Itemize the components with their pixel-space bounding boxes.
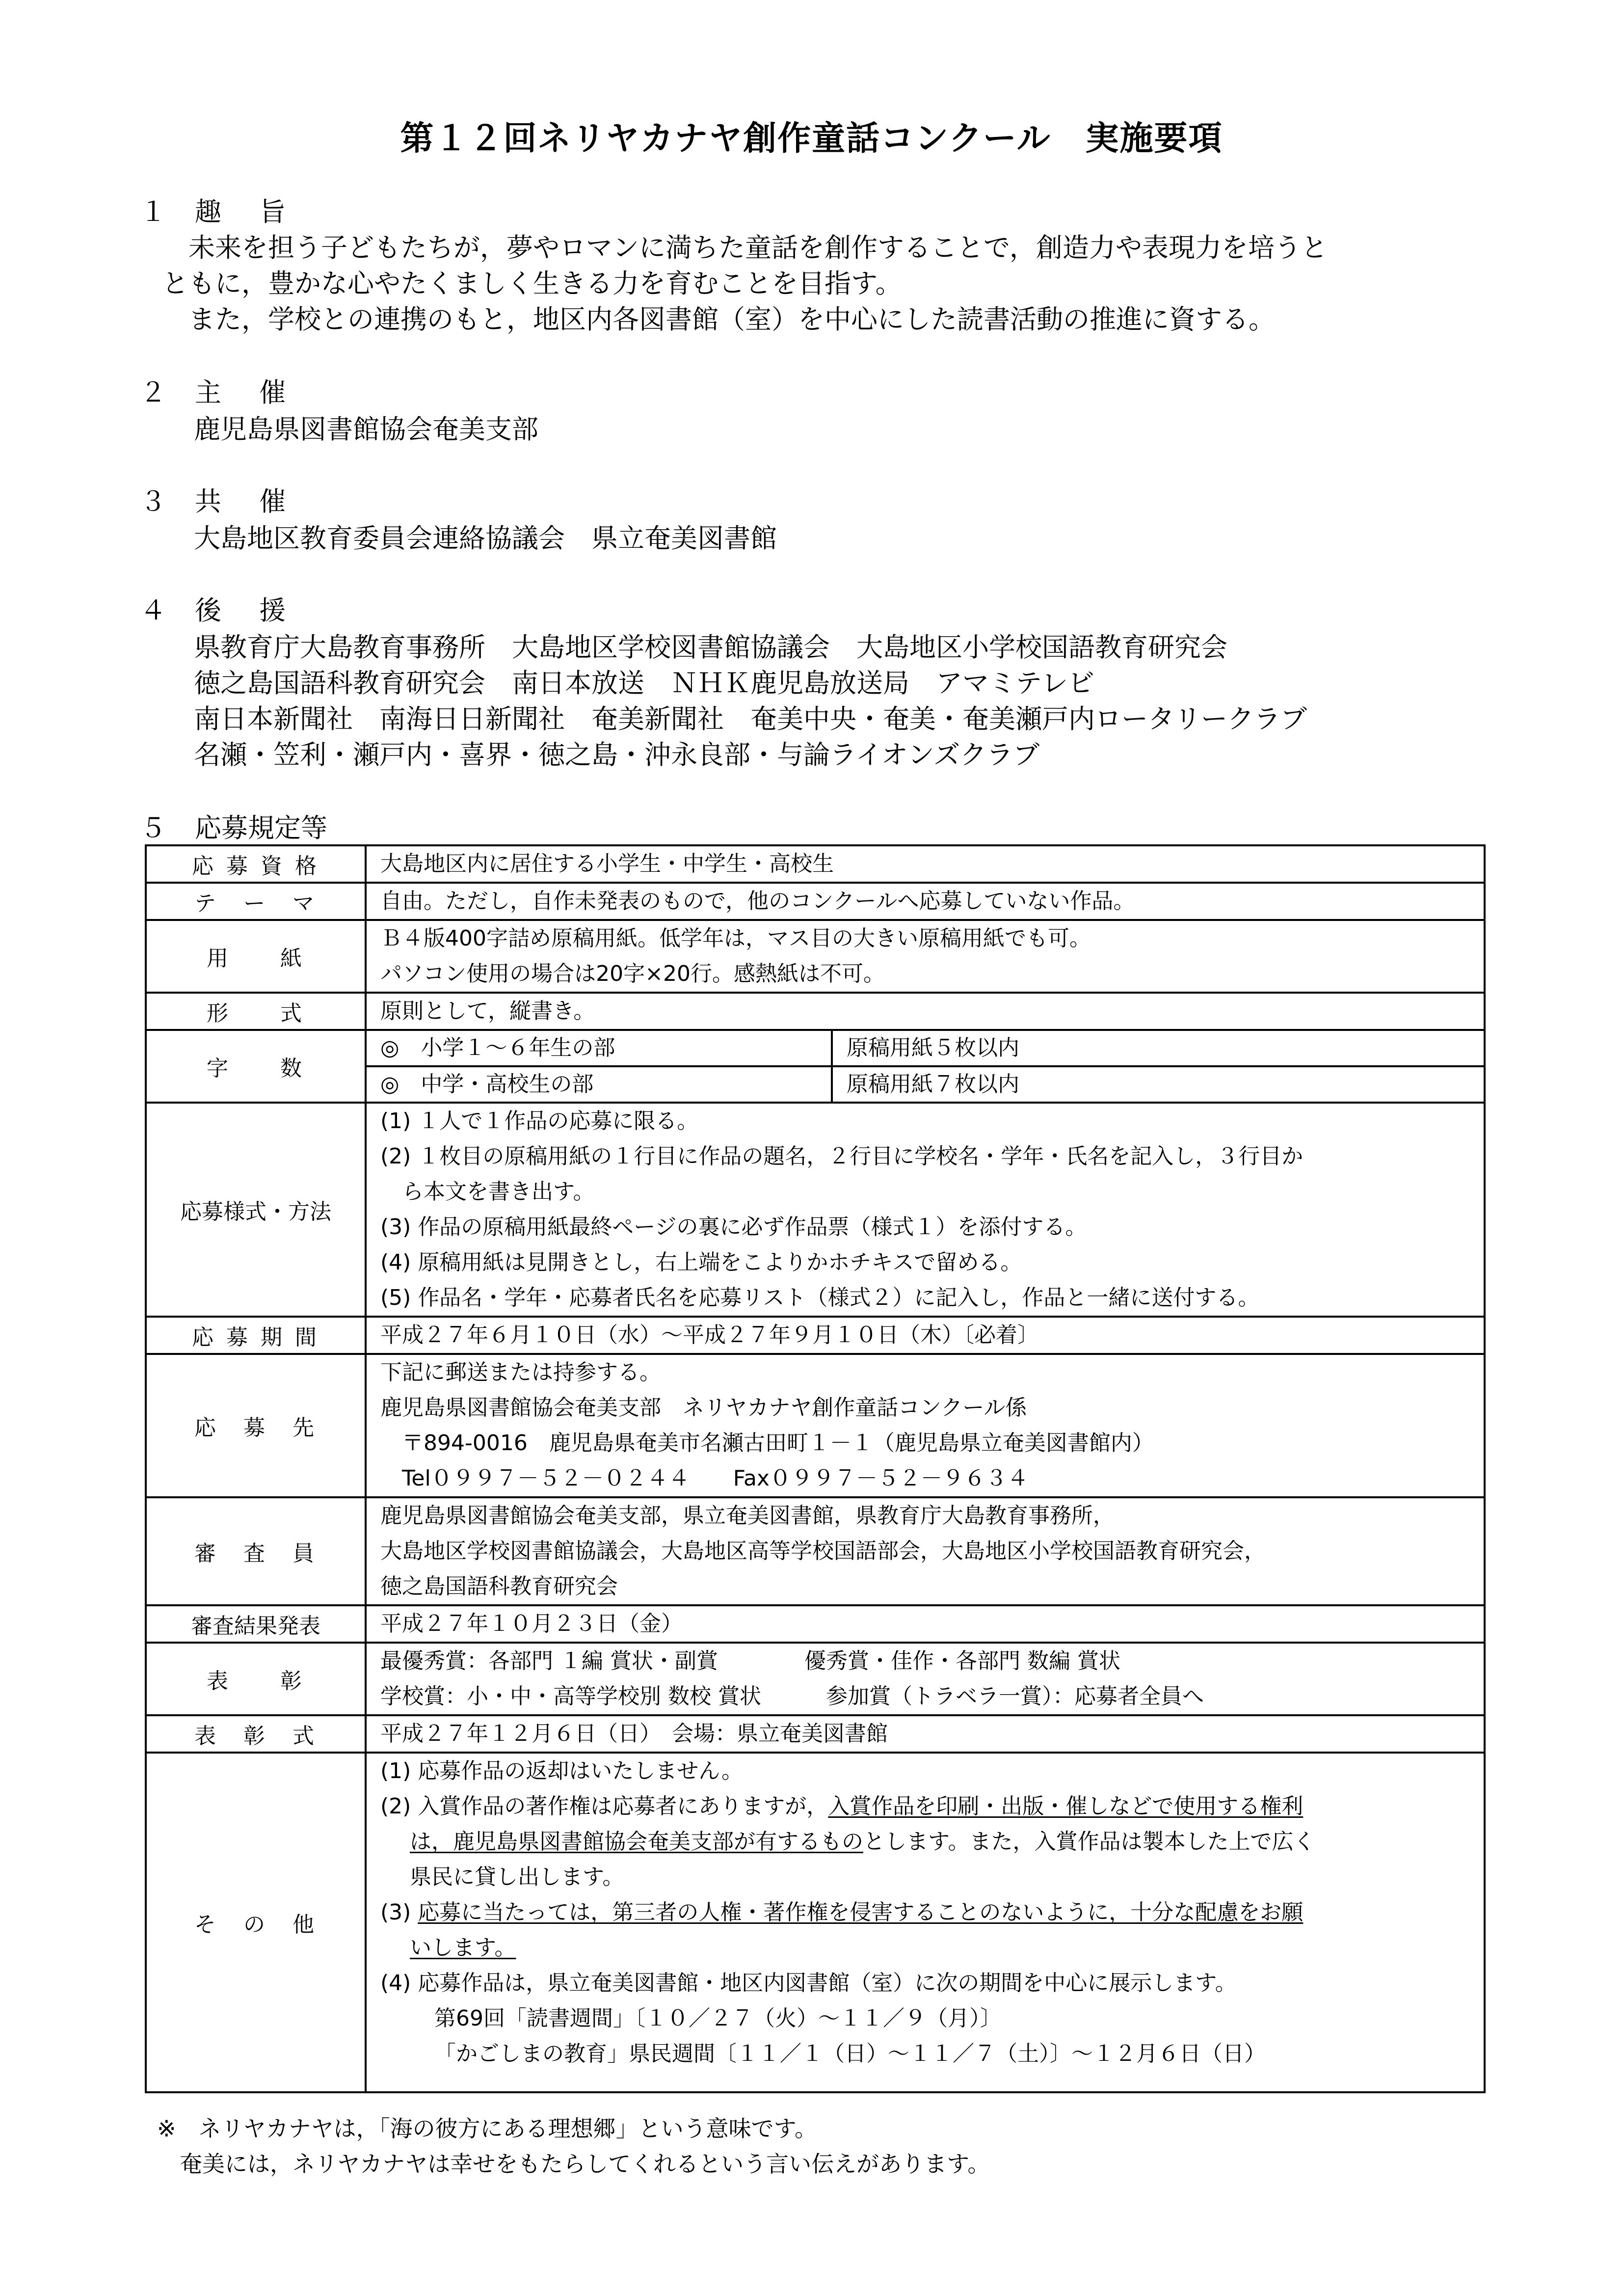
footnote-line: ※ ネリヤカナヤは，「海の彼方にある理想郷」という意味です。 (157, 2115, 817, 2142)
section-3-body: 大島地区教育委員会連絡協議会 県立奄美図書館 (194, 523, 777, 554)
table-row (146, 1103, 1485, 1317)
row-value: (1) 応募作品の返却はいたしません。 (2) 入賞作品の著作権は応募者にありますが，入賞作品を印刷・出版・催しなどで使用する権利 は，鹿児島県図書館協会奄美支部が有するものとします。また，入賞作品は製本した上で広く 県民に貸し出します。 (3) 応募に当たっては，第三者の人権・著作権を侵害することのないように，十分な配慮をお願 いします。 (4) 応募作品は，県立奄美図書館・地区内図書館（室）に次の期間を中心に展示します。 第69回「読書週間」〔１０／２７（火）～１１／９（月）〕 「かごしまの教育」県民週間〔１１／１（日）～１１／７（土）〕～１２月６日（日） (366, 1753, 1485, 2092)
underlined-text: いします。 (410, 1935, 516, 1960)
section-1-heading: １ 趣 旨 (140, 196, 301, 227)
row-label: 表 彰 式 (146, 1715, 366, 1753)
footnote (157, 2111, 990, 2182)
row-label: 表 彰 (146, 1643, 366, 1715)
row-label: 審 査 員 (146, 1497, 366, 1605)
count-row: ◎ 中学・高校生の部 原稿用紙７枚以内 (367, 1067, 1484, 1102)
section-1-line: また，学校との連携のもと，地区内各図書館（室）を中心にした読書活動の推進に資する。 (162, 304, 1275, 335)
row-label: 応 募 先 (146, 1354, 366, 1497)
footnote-line: 奄美には，ネリヤカナヤは幸せをもたらしてくれるという言い伝えがあります。 (157, 2151, 990, 2177)
row-label: 応 募 期 間 (146, 1317, 366, 1354)
sponsor-line: 南日本新聞社 南海日日新聞社 奄美新聞社 奄美中央・奄美・奄美瀬戸内ロータリークラブ (194, 703, 1307, 734)
section-1-line: ともに，豊かな心やたくましく生きる力を育むことを目指す。 (162, 268, 902, 299)
row-value: (1) １人で１作品の応募に限る。 (2) １枚目の原稿用紙の１行目に作品の題名，２行目に学校名・学年・氏名を記入し，３行目か ら本文を書き出す。 (3) 作品の原稿用紙最終ページの裏に必ず作品票（様式１）を添付する。 (4) 原稿用紙は見開きとし，右上端をこよりかホチキスで留める。 (5) 作品名・学年・応募者氏名を応募リスト（様式２）に記入し，作品と一緒に送付する。 (366, 1103, 1485, 1317)
row-value: 自由。ただし，自作未発表のもので，他のコンクールへ応募していない作品。 (366, 883, 1485, 920)
row-label: 字 数 (146, 1030, 366, 1103)
section-1-line: 未来を担う子どもたちが，夢やロマンに満ちた童話を創作することで，創造力や表現力を培うと (162, 232, 1328, 263)
section-5-heading: ５ 応募規定等 (140, 812, 327, 843)
section-1-body (162, 230, 1517, 337)
table-row (146, 1605, 1485, 1643)
row-value: 平成２７年６月１０日（水）～平成２７年９月１０日（木）〔必着〕 (366, 1317, 1485, 1354)
row-label: 審査結果発表 (146, 1605, 366, 1643)
underlined-text: 応募に当たっては，第三者の人権・著作権を侵害することのないように，十分な配慮をお願 (418, 1900, 1304, 1925)
row-value: 大島地区内に居住する小学生・中学生・高校生 (366, 845, 1485, 883)
sponsor-line: 県教育庁大島教育事務所 大島地区学校図書館協議会 大島地区小学校国語教育研究会 (194, 632, 1227, 663)
row-value: 最優秀賞：各部門 １編 賞状・副賞 優秀賞・佳作・各部門 数編 賞状 学校賞：小・中・高等学校別 数校 賞状 参加賞（トラベラ一賞）：応募者全員へ (366, 1643, 1485, 1715)
count-row: ◎ 小学１～６年生の部 原稿用紙５枚以内 (367, 1031, 1484, 1067)
table-row (146, 1497, 1485, 1605)
table-row (146, 883, 1485, 920)
table-row (146, 1317, 1485, 1354)
table-row (146, 1715, 1485, 1753)
row-label: そ の 他 (146, 1753, 366, 2092)
rules-table (145, 844, 1486, 2093)
row-label: 用 紙 (146, 920, 366, 993)
underlined-text: 入賞作品を印刷・出版・催しなどで使用する権利 (828, 1794, 1304, 1819)
table-row (146, 993, 1485, 1030)
table-row (146, 1643, 1485, 1715)
row-value: 原則として，縦書き。 (366, 993, 1485, 1030)
section-4-heading: ４ 後 援 (140, 595, 301, 626)
table-row (146, 1030, 1485, 1103)
section-2-heading: ２ 主 催 (140, 377, 301, 408)
sponsor-line: 徳之島国語科教育研究会 南日本放送 ＮＨＫ鹿児島放送局 アマミテレビ (194, 668, 1094, 699)
sponsor-line: 名瀬・笠利・瀬戸内・喜界・徳之島・沖永良部・与論ライオンズクラブ (194, 739, 1040, 770)
row-label: 形 式 (146, 993, 366, 1030)
row-value: 平成２７年１０月２３日（金） (366, 1605, 1485, 1643)
table-row (146, 845, 1485, 883)
section-2-body: 鹿児島県図書館協会奄美支部 (194, 414, 538, 445)
section-4-body (194, 629, 1307, 773)
underlined-text: は，鹿児島県図書館協会奄美支部が有するもの (410, 1829, 863, 1854)
table-row (146, 1753, 1485, 2092)
section-3-heading: ３ 共 催 (140, 486, 301, 517)
row-value: 平成２７年１２月６日（日） 会場：県立奄美図書館 (366, 1715, 1485, 1753)
row-label: テ ー マ (146, 883, 366, 920)
row-label: 応募様式・方法 (146, 1103, 366, 1317)
page-title: 第１２回ネリヤカナヤ創作童話コンクール 実施要項 (400, 119, 1223, 158)
row-value: 鹿児島県図書館協会奄美支部，県立奄美図書館，県教育庁大島教育事務所， 大島地区学校図書館協議会，大島地区高等学校国語部会，大島地区小学校国語教育研究会， 徳之島国語科教育研究会 (366, 1497, 1485, 1605)
row-label: 応 募 資 格 (146, 845, 366, 883)
row-value: 下記に郵送または持参する。 鹿児島県図書館協会奄美支部 ネリヤカナヤ創作童話コンクール係 〒894-0016 鹿児島県奄美市名瀬古田町１－１（鹿児島県立奄美図書館内） Tel０９９７－５２－０２４４ Fax０９９７－５２－９６３４ (366, 1354, 1485, 1497)
table-row (146, 920, 1485, 993)
row-value (366, 1030, 1485, 1103)
table-row (146, 1354, 1485, 1497)
row-value: Ｂ４版400字詰め原稿用紙。低学年は，マス目の大きい原稿用紙でも可。 パソコン使用の場合は20字×20行。感熱紙は不可。 (366, 920, 1485, 993)
